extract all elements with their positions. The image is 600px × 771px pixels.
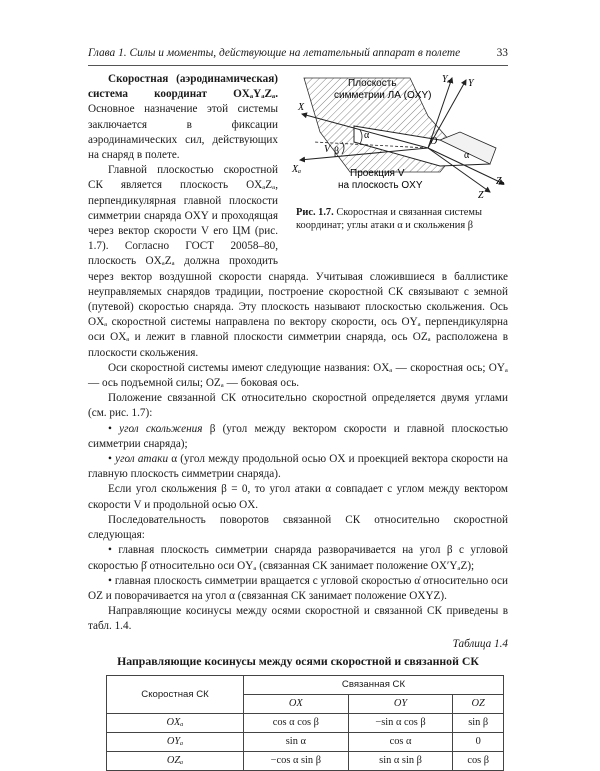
page-number: 33 xyxy=(496,47,508,59)
paragraph-5: Если угол скольжения β = 0, то угол атаки α совпадает с углом между вектором скорости V и продольной осью OX. xyxy=(88,483,508,511)
table-cell: −cos α sin β xyxy=(244,751,349,770)
paragraph-6: Последовательность поворотов связанной СК относительно скоростной следующая: xyxy=(88,513,508,542)
label-alpha-2: α xyxy=(464,150,470,161)
label-x: X xyxy=(298,102,305,113)
section-heading: Скоростная (аэродинамическая) система координат OXₐYₐZₐ. xyxy=(88,73,278,101)
table-label: Таблица 1.4 xyxy=(452,637,508,650)
row-header: OYₐ xyxy=(107,732,244,751)
column-header: OZ xyxy=(453,694,504,713)
label-plane: Плоскость xyxy=(348,78,397,89)
figure-1-7 xyxy=(290,72,508,250)
label-z: Z xyxy=(478,190,484,200)
main-text xyxy=(88,72,508,771)
label-y: Y xyxy=(468,78,474,89)
bullet-1: • угол скольжения β (угол между вектором скорости и главной плоскостью симметрии снаряда); xyxy=(88,422,508,450)
table-row xyxy=(107,713,504,732)
label-beta: β xyxy=(334,146,340,157)
table-cell: 0 xyxy=(453,732,504,751)
header-title: Глава 1. Силы и моменты, действующие на летательный аппарат в полете xyxy=(88,47,461,59)
axes-diagram xyxy=(290,72,508,200)
paragraph-7: Направляющие косинусы между осями скоростной и связанной СК приведены в табл. 1.4. xyxy=(88,605,508,633)
label-ya: Yₐ xyxy=(442,74,451,85)
table-title: Направляющие косинусы между осями скоростной и связанной СК xyxy=(117,653,479,668)
direction-cosines-table xyxy=(106,675,504,771)
bullet-2-text: α (угол между продольной осью OX и проекцией вектора скорости на главную плоскость симметрии снаряда). xyxy=(88,453,508,481)
running-header xyxy=(88,47,508,66)
paragraph-1-text: Основное назначение этой системы заключается в фиксации аэродинамических сил, действующих на снаряд в полете. xyxy=(88,103,278,162)
label-za: Zₐ xyxy=(496,176,505,187)
bullet-4: • главная плоскость симметрии вращается с угловой скоростью α̇ относительно оси OZ и поворачивается на угол α (связанная СК занимает положение OXYZ). xyxy=(88,574,508,602)
paragraph-4: Положение связанной СК относительно скоростной определяется двумя углами (см. рис. 1.7): xyxy=(88,392,508,420)
caption-number: Рис. 1.7. xyxy=(296,207,334,218)
label-plane2: симметрии ЛА (OXY) xyxy=(334,90,432,101)
column-header: OX xyxy=(244,694,349,713)
bullet-1-term: угол скольжения xyxy=(119,422,203,435)
label-alpha: α xyxy=(364,130,370,141)
table-cell: sin α xyxy=(244,732,349,751)
paragraph-2: Главной плоскостью скоростной СК является плоскость OXₐZₐ, перпендикулярная главной плоскости симметрии снаряда OXY и проходящая через вектор скорости V его ЦМ (рис. 1.7). Согласно ГОСТ 20058–80, плоскость OXₐZₐ должна проходить через вектор воздушной скорости снаряда. Учитывая сложившиеся в баллистике неуправляемых снарядов традиции, построение скоростной СК связывают с земной (путевой) скоростью снаряда. Эту плоскость называют плоскостью скольжения. Ось OXₐ скоростной системы направлена по вектору скорости, ось OYₐ перпендикулярна оси OXₐ и лежит в главной плоскости симметрии снаряда, ось OZₐ расположена в плоскости скольжения. xyxy=(88,164,508,359)
figure-caption xyxy=(296,206,506,232)
label-o: O xyxy=(430,136,438,147)
row-header: OZₐ xyxy=(107,751,244,770)
table-cell: sin α sin β xyxy=(348,751,453,770)
table-cell: sin β xyxy=(453,713,504,732)
column-header: OY xyxy=(348,694,453,713)
label-projection: Проекция V xyxy=(350,168,405,179)
caption-text: Скоростная и связанная системы координат; углы атаки α и скольжения β xyxy=(296,207,482,231)
bullet-3: • главная плоскость симметрии снаряда разворачивается на угол β с угловой скоростью β̇ относительно оси OYₐ (связанная СК занимает положение OX′YₐZ); xyxy=(88,544,508,572)
table-header-row xyxy=(107,675,504,694)
group-header: Связанная СК xyxy=(244,675,504,694)
table-cell: cos β xyxy=(453,751,504,770)
label-xa: Xₐ xyxy=(292,164,302,175)
table-cell: cos α xyxy=(348,732,453,751)
bullet-2: • угол атаки α (угол между продольной осью OX и проекцией вектора скорости на главную плоскость симметрии снаряда). xyxy=(88,453,508,481)
row-header: OXₐ xyxy=(107,713,244,732)
table-row xyxy=(107,732,504,751)
table-cell: cos α cos β xyxy=(244,713,349,732)
label-v: V xyxy=(324,144,331,155)
table-row xyxy=(107,751,504,770)
table-cell: −sin α cos β xyxy=(348,713,453,732)
corner-header: Скоростная СК xyxy=(107,675,244,713)
label-projection2: на плоскость OXY xyxy=(338,180,423,191)
bullet-1-text: β (угол между вектором скорости и главной плоскостью симметрии снаряда); xyxy=(88,422,508,450)
bullet-2-term: угол атаки xyxy=(115,453,169,466)
paragraph-3: Оси скоростной системы имеют следующие названия: OXₐ — скоростная ось; OYₐ — ось подъемной силы; OZₐ — боковая ось. xyxy=(88,361,508,390)
